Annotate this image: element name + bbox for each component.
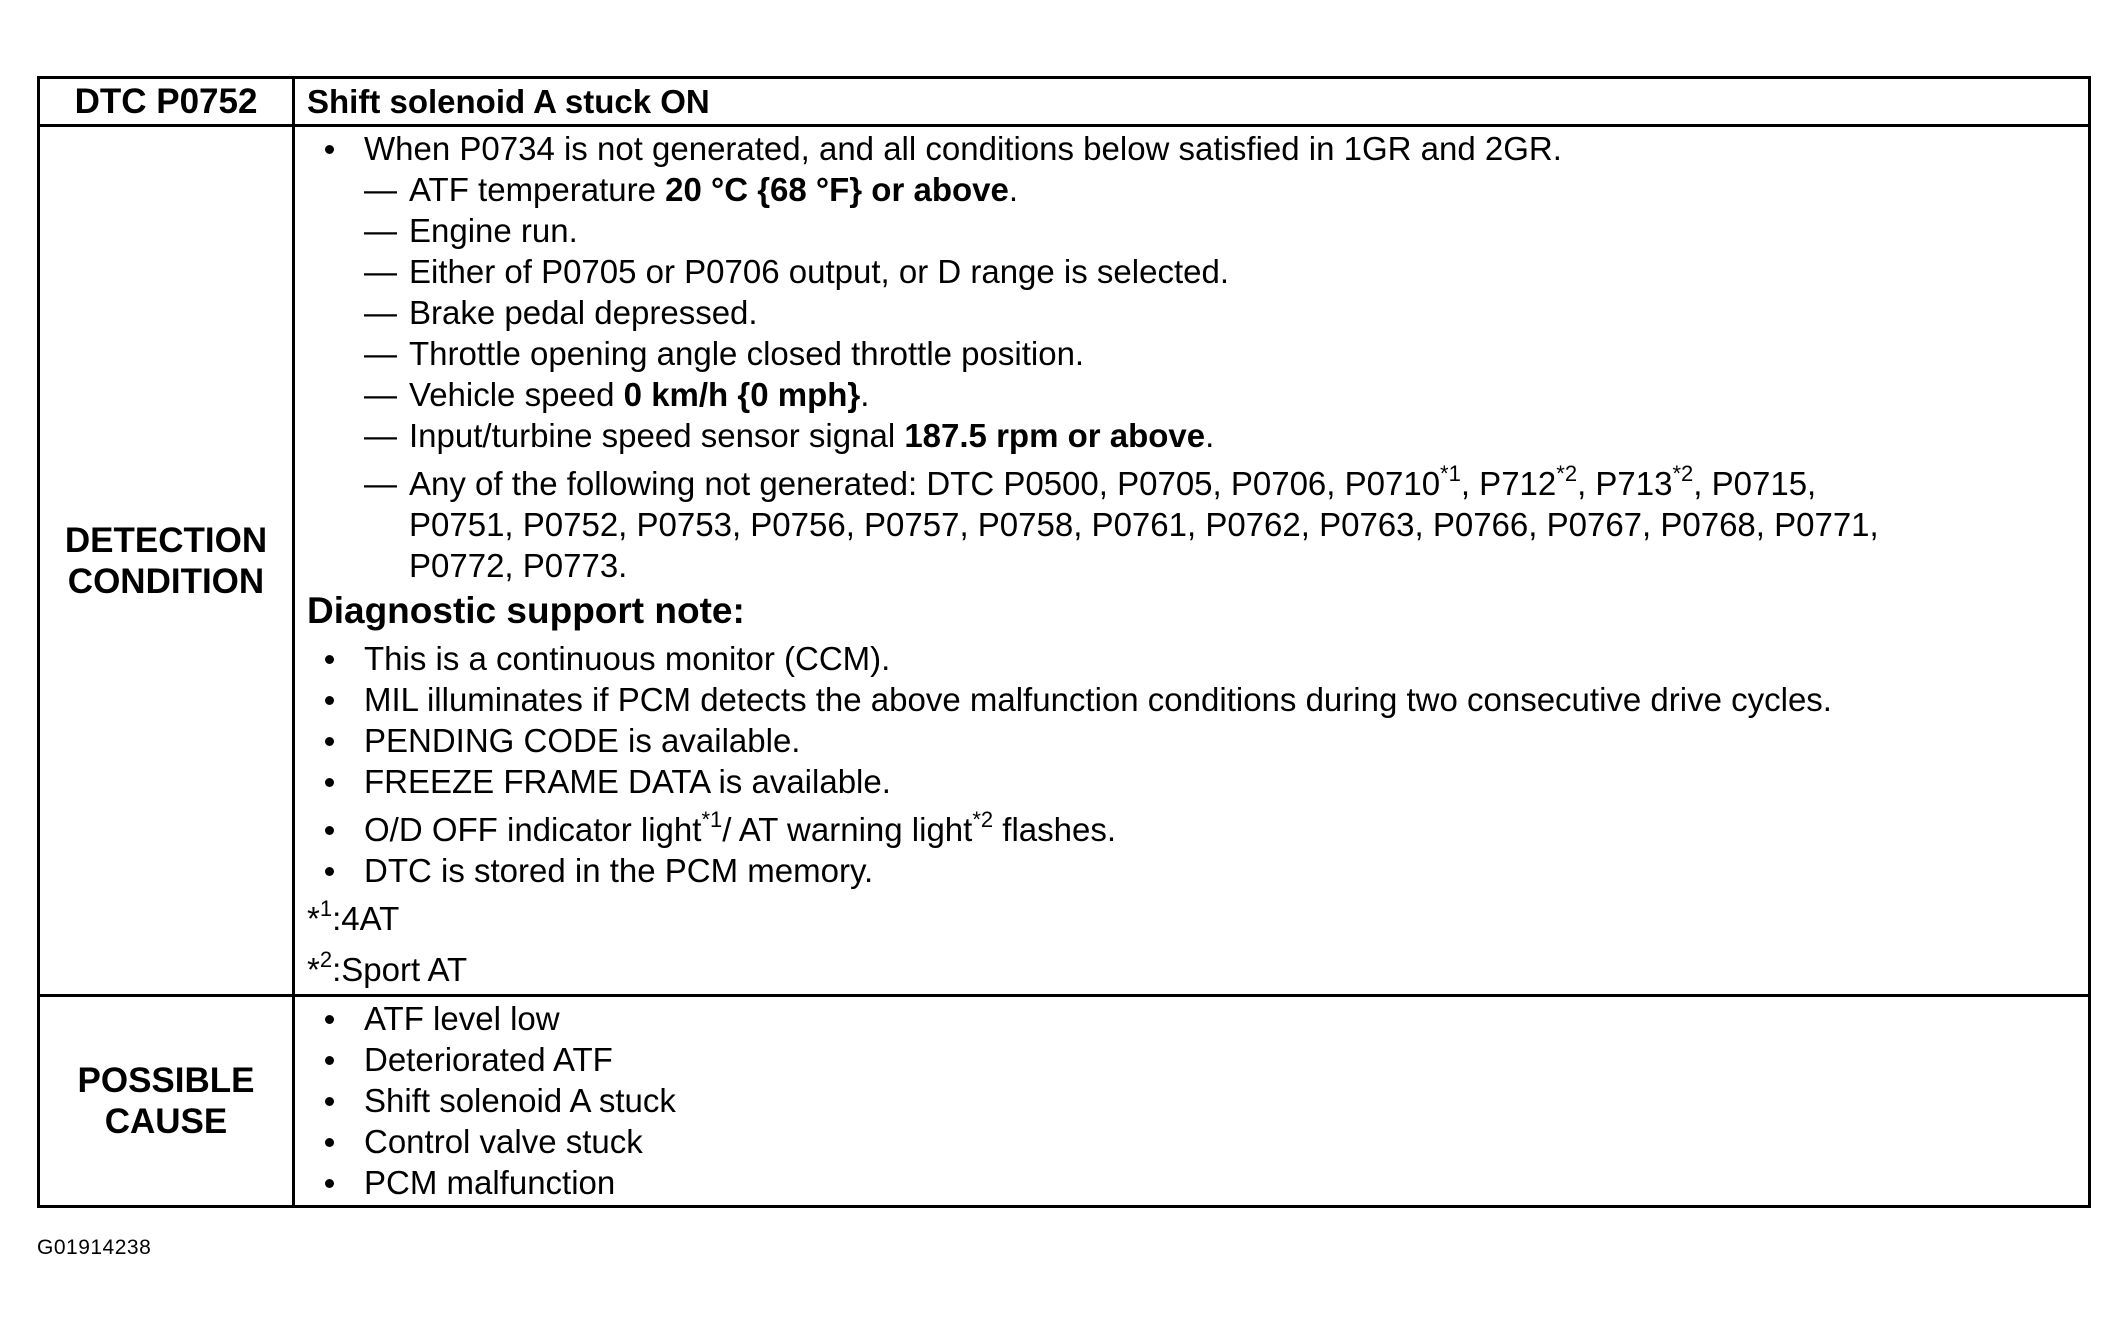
- indicator-sup1: *1: [701, 807, 723, 832]
- detection-label-line1: DETECTION: [64, 520, 268, 560]
- condition-text: Engine run.: [409, 212, 578, 249]
- possible-cause-row: [39, 996, 2090, 1207]
- dtc-list-part2: , P712: [1460, 465, 1557, 502]
- note-item: PENDING CODE is available.: [307, 720, 2082, 761]
- condition-bold: 0 km/h {0 mph}: [623, 376, 861, 413]
- dash-mark: —: [364, 465, 397, 502]
- figure-id: G01914238: [37, 1236, 152, 1259]
- dash-mark: —: [364, 335, 397, 372]
- diagnostic-note-heading: Diagnostic support note:: [307, 590, 745, 631]
- note-item: MIL illuminates if PCM detects the above malfunction conditions during two consecutive drive cycles.: [307, 679, 2082, 720]
- possible-cause-content-cell: [294, 996, 2090, 1207]
- condition-item: [307, 333, 2082, 374]
- dtc-list-part1: Any of the following not generated: DTC P0500, P0705, P0706, P0710: [409, 465, 1441, 502]
- condition-item: [307, 374, 2082, 415]
- footnote: [307, 898, 2082, 939]
- dash-mark: —: [364, 294, 397, 331]
- condition-item: [307, 210, 2082, 251]
- condition-item-dtc-list: [307, 463, 2082, 586]
- header-row: [39, 78, 2090, 126]
- condition-item: [307, 169, 2082, 210]
- dtc-list-line3: P0772, P0773.: [409, 547, 628, 584]
- note-item-indicator: [307, 809, 2082, 850]
- cause-item: PCM malfunction: [307, 1162, 2082, 1203]
- indicator-sup2: *2: [972, 807, 994, 832]
- cause-item: Shift solenoid A stuck: [307, 1080, 2082, 1121]
- condition-text: Vehicle speed: [409, 376, 624, 413]
- dash-mark: —: [364, 417, 397, 454]
- dtc-list-line2: P0751, P0752, P0753, P0756, P0757, P0758, P0761, P0762, P0763, P0766, P0767, P0768, P0771,: [409, 506, 1879, 543]
- condition-text: Input/turbine speed sensor signal: [409, 417, 905, 454]
- condition-bold: 20 °C {68 °F} or above: [665, 171, 1009, 208]
- indicator-part3: flashes.: [993, 811, 1117, 848]
- cause-item: ATF level low: [307, 998, 2082, 1039]
- detection-label-cell: [39, 126, 294, 996]
- footnote-sup: 1: [319, 896, 333, 921]
- condition-post: .: [860, 376, 870, 413]
- note-item: FREEZE FRAME DATA is available.: [307, 761, 2082, 802]
- possible-cause-label-cell: [39, 996, 294, 1207]
- dtc-table: [37, 76, 2091, 1208]
- dtc-list-sup1: *1: [1440, 461, 1461, 486]
- dtc-title: Shift solenoid A stuck ON: [307, 83, 710, 120]
- dtc-list-sup2: *2: [1556, 461, 1578, 486]
- footnote-mark: *: [307, 900, 320, 937]
- note-item: This is a continuous monitor (CCM).: [307, 638, 2082, 679]
- indicator-part1: O/D OFF indicator light: [364, 811, 702, 848]
- dtc-list-part4: , P0715,: [1693, 465, 1817, 502]
- condition-item: [307, 415, 2082, 456]
- footnote-text: :4AT: [332, 900, 400, 937]
- condition-text: Either of P0705 or P0706 output, or D range is selected.: [409, 253, 1230, 290]
- condition-text: ATF temperature: [409, 171, 666, 208]
- footnote-sup: 2: [319, 947, 333, 972]
- condition-bold: 187.5 rpm or above: [904, 417, 1206, 454]
- detection-content-cell: [294, 126, 2090, 996]
- detection-label-line2: CONDITION: [67, 561, 265, 601]
- cause-item: Deteriorated ATF: [307, 1039, 2082, 1080]
- dtc-code: DTC P0752: [74, 82, 258, 121]
- dash-mark: —: [364, 376, 397, 413]
- condition-text: Throttle opening angle closed throttle position.: [409, 335, 1085, 372]
- footnote: [307, 949, 2082, 990]
- detection-row: [39, 126, 2090, 996]
- possible-cause-label-line1: POSSIBLE: [77, 1061, 255, 1100]
- dtc-code-cell: [39, 78, 294, 126]
- condition-post: .: [1008, 171, 1019, 208]
- footnote-text: :Sport AT: [332, 951, 468, 988]
- dtc-list-sup3: *2: [1672, 461, 1694, 486]
- main-condition-bullet: When P0734 is not generated, and all conditions below satisfied in 1GR and 2GR.: [307, 128, 2082, 169]
- dash-mark: —: [364, 253, 397, 290]
- dash-mark: —: [364, 212, 397, 249]
- dtc-title-cell: [294, 78, 2090, 126]
- footnote-mark: *: [307, 951, 320, 988]
- condition-item: [307, 251, 2082, 292]
- dtc-list-part3: , P713: [1577, 465, 1673, 502]
- indicator-part2: / AT warning light: [722, 811, 973, 848]
- note-item: DTC is stored in the PCM memory.: [307, 850, 2082, 891]
- dash-mark: —: [364, 171, 397, 208]
- possible-cause-label-line2: CAUSE: [104, 1102, 228, 1141]
- condition-item: [307, 292, 2082, 333]
- condition-post: .: [1205, 417, 1215, 454]
- condition-text: Brake pedal depressed.: [409, 294, 758, 331]
- cause-item: Control valve stuck: [307, 1121, 2082, 1162]
